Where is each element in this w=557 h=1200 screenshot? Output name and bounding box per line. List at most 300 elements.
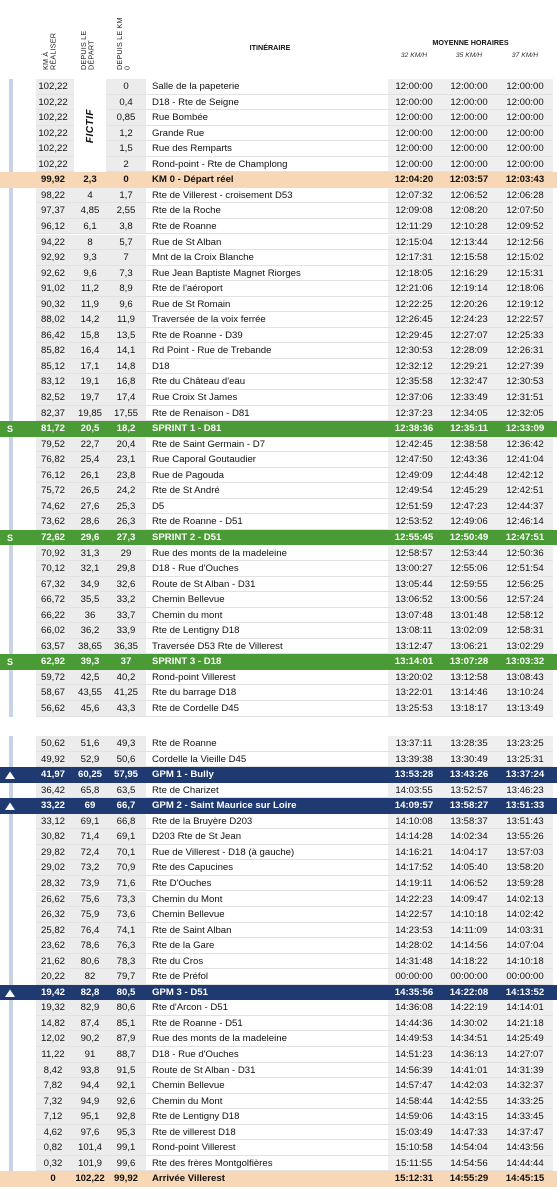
- itinerary-row: [0, 250, 557, 266]
- km-from-start-cell: 8: [87, 236, 93, 248]
- time-32-cell: 13:14:01: [394, 656, 434, 668]
- km-from-start-cell: 39,3: [80, 656, 100, 668]
- time-32-cell: 14:16:21: [395, 846, 433, 858]
- itinerary-row: [0, 219, 557, 235]
- table-header: [0, 0, 557, 74]
- km-from-start-cell: 87,4: [80, 1017, 100, 1029]
- time-32-cell: 14:22:57: [395, 909, 433, 921]
- km-from-zero-cell: 76,3: [116, 940, 136, 952]
- itinerary-row: [0, 390, 557, 406]
- route-point-cell: Mnt de la Croix Blanche: [152, 252, 254, 264]
- route-point-cell: Rue Croix St James: [152, 392, 238, 403]
- time-37-cell: 12:51:54: [506, 563, 544, 575]
- time-37-cell: 14:31:39: [506, 1064, 544, 1076]
- km-from-start-cell: 102,22: [75, 1173, 105, 1185]
- km-from-start-cell: 17,1: [80, 360, 100, 372]
- time-35-cell: 12:13:44: [450, 236, 488, 248]
- km-from-start-cell: 82,8: [80, 986, 100, 998]
- itinerary-row: [0, 437, 557, 453]
- time-32-cell: 12:00:00: [395, 81, 433, 92]
- time-37-cell: 13:13:49: [506, 703, 544, 714]
- km-from-zero-cell: 78,3: [116, 955, 136, 967]
- route-point-cell: KM 0 - Départ réel: [152, 174, 234, 186]
- km-remaining-cell: 23,62: [40, 940, 65, 952]
- km-from-start-cell: 6,1: [83, 220, 97, 232]
- route-point-cell: Rue Caporal Goutaudier: [152, 454, 256, 466]
- time-37-cell: 12:15:31: [506, 267, 544, 279]
- time-32-cell: 12:17:31: [395, 252, 433, 264]
- time-37-cell: 12:42:12: [506, 469, 544, 481]
- time-37-cell: 13:10:24: [506, 687, 544, 699]
- km-from-zero-cell: 87,9: [116, 1033, 136, 1045]
- route-point-cell: Rue de Villerest - D18 (à gauche): [152, 846, 295, 858]
- km-from-start-cell: 35,5: [80, 594, 100, 606]
- time-35-cell: 12:00:00: [450, 127, 488, 139]
- km-from-zero-cell: 92,8: [116, 1111, 136, 1123]
- time-37-cell: 13:37:24: [505, 769, 545, 781]
- time-32-cell: 12:49:09: [395, 469, 433, 481]
- km-remaining-cell: 66,22: [40, 609, 65, 621]
- km-from-start-cell: 19,1: [80, 376, 100, 388]
- itinerary-row: [0, 1000, 557, 1016]
- km-from-start-cell: 76,4: [80, 924, 100, 936]
- km-from-zero-cell: 70,9: [116, 862, 136, 874]
- km-from-zero-cell: 73,6: [116, 909, 136, 921]
- time-32-cell: 12:21:06: [395, 283, 433, 295]
- sprint-letter: S: [6, 657, 13, 668]
- km-from-start-cell: 80,6: [80, 955, 100, 967]
- itinerary-row: [0, 892, 557, 908]
- km-from-zero-cell: 49,3: [116, 738, 136, 749]
- route-point-cell: Rte de Roanne - D51: [152, 1017, 243, 1029]
- route-point-cell: SPRINT 1 - D81: [152, 423, 222, 435]
- time-35-cell: 13:58:37: [450, 815, 488, 827]
- km-from-zero-cell: 33,2: [116, 594, 136, 606]
- route-point-cell: Cordelle la Vieille D45: [152, 753, 247, 765]
- km-from-start-cell: 14,2: [80, 314, 100, 326]
- time-35-cell: 14:18:22: [450, 955, 488, 967]
- time-35-cell: 13:00:56: [450, 594, 488, 606]
- route-point-cell: Chemin du mont: [152, 609, 223, 621]
- route-point-cell: Rue des Remparts: [152, 143, 232, 155]
- itinerary-row: [0, 343, 557, 359]
- time-35-cell: 12:53:44: [450, 547, 488, 559]
- km-remaining-cell: 90,32: [40, 298, 65, 310]
- time-37-cell: 14:45:15: [505, 1173, 545, 1185]
- route-point-cell: Rte de la Gare: [152, 940, 215, 952]
- km-from-start-cell: 19,7: [80, 392, 100, 403]
- time-35-cell: 12:19:14: [450, 283, 488, 295]
- itinerary-row: [0, 577, 557, 593]
- itinerary-row: [0, 561, 557, 577]
- km-from-zero-cell: 71,6: [116, 877, 136, 889]
- km-from-start-cell: 42,5: [80, 671, 100, 683]
- time-32-cell: 12:55:45: [394, 531, 434, 543]
- km-from-zero-cell: 63,5: [116, 784, 136, 796]
- route-point-cell: Chemin du Mont: [152, 1095, 223, 1107]
- km-from-zero-cell: 1,7: [119, 189, 133, 201]
- time-35-cell: 14:36:13: [450, 1049, 488, 1060]
- time-37-cell: 12:31:51: [506, 392, 544, 403]
- km-from-start-cell: 45,6: [80, 703, 100, 714]
- time-35-cell: 13:30:49: [450, 753, 488, 765]
- time-37-cell: 14:33:25: [506, 1095, 544, 1107]
- time-32-cell: 13:25:53: [395, 703, 433, 714]
- itinerary-row: [0, 814, 557, 830]
- route-point-cell: Rte de Cordelle D45: [152, 703, 239, 714]
- km-from-zero-cell: 5,7: [119, 236, 133, 248]
- time-35-cell: 12:47:23: [450, 500, 488, 512]
- route-point-cell: Rte du barrage D18: [152, 687, 237, 699]
- time-35-cell: 12:10:28: [450, 220, 488, 232]
- km-remaining-cell: 81,72: [40, 423, 65, 435]
- km-from-zero-cell: 66,7: [116, 800, 136, 812]
- route-point-cell: Rue de St Alban: [152, 236, 222, 248]
- time-32-cell: 12:04:20: [394, 174, 434, 186]
- km-remaining-cell: 99,92: [40, 174, 65, 186]
- itinerary-row: [0, 452, 557, 468]
- route-point-cell: D18: [152, 360, 170, 372]
- time-35-cell: 14:43:15: [450, 1111, 488, 1123]
- km-remaining-cell: 56,62: [40, 703, 65, 714]
- header-speed-32: 32 KM/H: [400, 52, 428, 59]
- sprint-circle-icon: [3, 422, 17, 436]
- time-35-cell: 14:42:55: [450, 1095, 488, 1107]
- time-32-cell: 13:53:28: [394, 769, 434, 781]
- route-point-cell: Rte d'Arcon - D51: [152, 1002, 228, 1014]
- km-from-zero-cell: 7,3: [119, 267, 133, 279]
- km-from-zero-cell: 50,6: [116, 753, 136, 765]
- route-point-cell: D18 - Rte de Seigne: [152, 96, 239, 108]
- time-37-cell: 14:13:52: [505, 986, 545, 998]
- time-32-cell: 12:49:54: [395, 485, 433, 497]
- itinerary-row: [0, 670, 557, 686]
- km-from-zero-cell: 3,8: [119, 220, 133, 232]
- route-point-cell: Rte de villerest D18: [152, 1126, 236, 1138]
- time-32-cell: 12:32:12: [395, 360, 433, 372]
- km-from-start-cell: 73,9: [80, 877, 100, 889]
- time-37-cell: 12:50:36: [506, 547, 544, 559]
- route-point-cell: Rte de la Roche: [152, 205, 221, 217]
- km-from-zero-cell: 29: [120, 547, 132, 559]
- km-remaining-cell: 58,67: [40, 687, 65, 699]
- km-remaining-cell: 28,32: [40, 877, 65, 889]
- km-remaining-cell: 102,22: [38, 127, 68, 139]
- km-remaining-cell: 63,57: [40, 640, 65, 652]
- itinerary-row: [0, 736, 557, 752]
- time-32-cell: 12:30:53: [395, 345, 433, 357]
- time-35-cell: 12:28:09: [450, 345, 488, 357]
- km-from-zero-cell: 26,3: [116, 516, 136, 528]
- km-remaining-cell: 102,22: [38, 112, 68, 124]
- time-32-cell: 14:56:39: [395, 1064, 433, 1076]
- km-from-start-cell: 26,5: [80, 485, 100, 497]
- time-35-cell: 12:33:49: [450, 392, 488, 403]
- time-37-cell: 12:56:25: [506, 578, 544, 590]
- itinerary-row: [0, 876, 557, 892]
- route-point-cell: Arrivée Villerest: [152, 1173, 225, 1185]
- time-32-cell: 14:36:08: [395, 1002, 433, 1014]
- km-from-start-cell: 90,2: [80, 1033, 100, 1045]
- time-35-cell: 13:52:57: [450, 784, 488, 796]
- time-35-cell: 13:18:17: [450, 703, 488, 714]
- km-remaining-cell: 19,32: [40, 1002, 65, 1014]
- route-point-cell: Salle de la papeterie: [152, 81, 240, 92]
- itinerary-row: [0, 623, 557, 639]
- route-point-cell: GPM 1 - Bully: [152, 769, 214, 781]
- route-point-cell: Rue de Pagouda: [152, 469, 225, 481]
- time-37-cell: 12:27:39: [506, 360, 544, 372]
- km-remaining-cell: 11,22: [41, 1049, 65, 1060]
- time-32-cell: 13:22:01: [395, 687, 433, 699]
- km-from-zero-cell: 0,85: [116, 112, 136, 124]
- route-point-cell: Rte des Capucines: [152, 862, 234, 874]
- km-from-zero-cell: 66,8: [116, 815, 136, 827]
- km-from-start-cell: 27,6: [80, 500, 100, 512]
- route-point-cell: Rte de Roanne - D39: [152, 329, 243, 341]
- header-speed-37: 37 KM/H: [511, 52, 539, 59]
- itinerary-row: [0, 1016, 557, 1032]
- km-from-zero-cell: 92,6: [116, 1095, 136, 1107]
- km-remaining-cell: 83,12: [40, 376, 65, 388]
- time-37-cell: 12:00:00: [506, 127, 544, 139]
- km-from-start-cell: 20,5: [80, 423, 100, 435]
- itinerary-row: [0, 1047, 557, 1063]
- time-37-cell: 12:36:42: [506, 438, 544, 450]
- time-37-cell: 12:26:31: [506, 345, 544, 357]
- time-37-cell: 13:02:29: [506, 640, 544, 652]
- route-point-cell: D5: [152, 500, 165, 512]
- km-remaining-cell: 92,92: [40, 252, 65, 264]
- km-remaining-cell: 88,02: [40, 314, 65, 326]
- km-from-zero-cell: 8,9: [119, 283, 133, 295]
- time-35-cell: 12:00:00: [450, 158, 488, 170]
- itinerary-row: [0, 514, 557, 530]
- route-point-cell: Rue Bombée: [152, 112, 208, 124]
- km-from-zero-cell: 57,95: [113, 769, 138, 781]
- km-from-zero-cell: 92,1: [116, 1080, 136, 1092]
- km-from-zero-cell: 24,2: [116, 485, 136, 497]
- km-from-zero-cell: 17,55: [113, 407, 138, 419]
- header-depuis-km0: DEPUIS LE KM 0: [115, 17, 132, 70]
- fictif-label: FICTIF: [84, 108, 96, 143]
- time-37-cell: 12:41:04: [506, 454, 544, 466]
- km-remaining-cell: 29,82: [40, 846, 65, 858]
- time-35-cell: 14:34:51: [450, 1033, 488, 1045]
- itinerary-row: [0, 1031, 557, 1047]
- itinerary-row: [0, 1125, 557, 1141]
- time-35-cell: 12:49:06: [450, 516, 488, 528]
- time-37-cell: 14:10:18: [506, 955, 544, 967]
- km-remaining-cell: 7,82: [43, 1080, 63, 1092]
- km-remaining-cell: 97,37: [40, 205, 65, 217]
- km-from-zero-cell: 70,1: [116, 846, 136, 858]
- km-remaining-cell: 96,12: [40, 220, 65, 232]
- fictif-label-block: [74, 79, 106, 172]
- time-32-cell: 14:59:06: [395, 1111, 433, 1123]
- km-from-start-cell: 43,55: [77, 687, 102, 699]
- itinerary-row: [0, 406, 557, 422]
- km-remaining-cell: 91,02: [40, 283, 65, 295]
- time-32-cell: 14:58:44: [395, 1095, 433, 1107]
- itinerary-gpm-row: [0, 767, 557, 783]
- time-35-cell: 13:07:28: [449, 656, 489, 668]
- km-remaining-cell: 66,02: [40, 625, 65, 637]
- km-from-zero-cell: 23,8: [116, 469, 136, 481]
- km-from-start-cell: 94,4: [80, 1080, 100, 1092]
- time-37-cell: 14:27:07: [506, 1049, 544, 1060]
- time-32-cell: 12:07:32: [395, 189, 433, 201]
- itinerary-row: [0, 312, 557, 328]
- km-from-zero-cell: 20,4: [116, 438, 136, 450]
- time-37-cell: 12:44:37: [506, 500, 544, 512]
- time-35-cell: 12:00:00: [450, 96, 488, 108]
- km-from-start-cell: 72,4: [80, 846, 100, 858]
- time-32-cell: 14:57:47: [395, 1080, 433, 1092]
- time-37-cell: 13:03:32: [505, 656, 545, 668]
- km-remaining-cell: 0,32: [43, 1157, 63, 1169]
- time-35-cell: 14:55:29: [449, 1173, 489, 1185]
- km-from-zero-cell: 0: [123, 174, 129, 186]
- time-37-cell: 12:30:53: [506, 376, 544, 388]
- time-32-cell: 00:00:00: [395, 971, 433, 983]
- itinerary-row: [0, 359, 557, 375]
- time-32-cell: 13:06:52: [395, 594, 433, 606]
- time-37-cell: 12:00:00: [506, 158, 544, 170]
- km-from-zero-cell: 1,5: [119, 143, 133, 155]
- km-remaining-cell: 94,22: [40, 236, 65, 248]
- km-remaining-cell: 70,92: [40, 547, 65, 559]
- time-37-cell: 12:15:02: [506, 252, 544, 264]
- time-35-cell: 00:00:00: [450, 971, 488, 983]
- route-point-cell: Chemin du Mont: [152, 893, 223, 905]
- km-from-start-cell: 65,8: [80, 784, 100, 796]
- itinerary-row: [0, 1078, 557, 1094]
- time-35-cell: 12:27:07: [450, 329, 488, 341]
- time-37-cell: 14:37:47: [506, 1126, 544, 1138]
- itinerary-row: [0, 752, 557, 768]
- time-37-cell: 12:00:00: [506, 81, 544, 92]
- km-from-start-cell: 69: [84, 800, 96, 812]
- time-37-cell: 12:19:12: [506, 298, 544, 310]
- itinerary-row: [0, 969, 557, 985]
- km-from-zero-cell: 99,92: [113, 1173, 138, 1185]
- km-from-zero-cell: 41,25: [113, 687, 138, 699]
- km-from-start-cell: 4: [87, 189, 93, 201]
- time-35-cell: 14:06:52: [450, 877, 488, 889]
- km-from-zero-cell: 80,5: [116, 986, 136, 998]
- route-point-cell: Rte de Renaison - D81: [152, 407, 250, 419]
- time-37-cell: 12:22:57: [506, 314, 544, 326]
- time-32-cell: 14:44:36: [395, 1017, 433, 1029]
- km-from-start-cell: 28,6: [80, 516, 100, 528]
- route-point-cell: Rue de St Romain: [152, 298, 231, 310]
- time-37-cell: 14:32:37: [506, 1080, 544, 1092]
- km-from-zero-cell: 14,1: [116, 345, 136, 357]
- sprint-letter: S: [6, 532, 13, 543]
- itinerary-row: [0, 266, 557, 282]
- time-37-cell: 13:58:20: [506, 862, 544, 874]
- km-from-start-cell: 95,1: [80, 1111, 100, 1123]
- route-point-cell: Rond-point Villerest: [152, 1142, 236, 1154]
- km-from-start-cell: 52,9: [80, 753, 100, 765]
- route-point-cell: SPRINT 2 - D51: [152, 531, 222, 543]
- time-37-cell: 12:25:33: [506, 329, 544, 341]
- route-point-cell: Chemin Bellevue: [152, 594, 225, 606]
- km-remaining-cell: 67,32: [40, 578, 65, 590]
- km-from-start-cell: 19,85: [77, 407, 102, 419]
- time-32-cell: 12:15:04: [395, 236, 433, 248]
- km-remaining-cell: 76,12: [40, 469, 65, 481]
- itinerary-start-row: [0, 172, 557, 188]
- route-point-cell: GPM 2 - Saint Maurice sur Loire: [152, 800, 297, 812]
- km-from-zero-cell: 74,1: [116, 924, 136, 936]
- km-from-start-cell: 22,7: [80, 438, 100, 450]
- itinerary-gpm-row: [0, 985, 557, 1001]
- route-point-cell: Rte du Cros: [152, 955, 204, 967]
- itinerary-row: [0, 592, 557, 608]
- time-32-cell: 12:00:00: [395, 143, 433, 155]
- time-32-cell: 12:00:00: [395, 158, 433, 170]
- time-37-cell: 14:44:44: [506, 1157, 544, 1169]
- time-37-cell: 13:55:26: [506, 831, 544, 843]
- time-35-cell: 12:00:00: [450, 112, 488, 124]
- route-point-cell: D203 Rte de St Jean: [152, 831, 242, 843]
- route-point-cell: Route de St Alban - D31: [152, 578, 256, 590]
- itinerary-sprint-row: [0, 530, 557, 546]
- route-point-cell: Chemin Bellevue: [152, 909, 225, 921]
- time-32-cell: 14:10:08: [395, 815, 433, 827]
- km-remaining-cell: 4,62: [43, 1126, 63, 1138]
- time-35-cell: 12:43:36: [450, 454, 488, 466]
- km-from-start-cell: 73,2: [80, 862, 100, 874]
- time-35-cell: 12:35:11: [450, 423, 488, 435]
- km-from-zero-cell: 2,55: [116, 205, 136, 217]
- time-35-cell: 12:16:29: [450, 267, 488, 279]
- time-32-cell: 14:14:28: [395, 831, 433, 843]
- km-from-zero-cell: 11,9: [117, 314, 135, 326]
- km-from-start-cell: 71,4: [80, 831, 100, 843]
- km-from-zero-cell: 32,6: [116, 578, 136, 590]
- km-from-start-cell: 11,2: [81, 283, 99, 295]
- itinerary-row: [0, 1156, 557, 1172]
- km-remaining-cell: 0,82: [43, 1142, 63, 1154]
- time-32-cell: 13:07:48: [395, 609, 433, 621]
- route-point-cell: Rond-point - Rte de Champlong: [152, 158, 288, 170]
- time-32-cell: 14:35:56: [394, 986, 434, 998]
- header-depuis-depart: DEPUIS LE DÉPART: [79, 30, 96, 70]
- time-32-cell: 12:00:00: [395, 96, 433, 108]
- time-32-cell: 14:09:57: [394, 800, 434, 812]
- time-35-cell: 12:38:58: [450, 438, 488, 450]
- km-remaining-cell: 8,42: [43, 1064, 63, 1076]
- route-point-cell: Rte de Préfol: [152, 971, 208, 983]
- time-35-cell: 12:24:23: [450, 314, 488, 326]
- time-35-cell: 12:15:58: [450, 252, 488, 264]
- km-from-zero-cell: 1,2: [119, 127, 133, 139]
- time-32-cell: 13:08:11: [395, 625, 433, 637]
- time-37-cell: 13:51:33: [505, 800, 545, 812]
- time-32-cell: 12:22:25: [395, 298, 433, 310]
- time-35-cell: 12:00:00: [450, 81, 488, 92]
- km-remaining-cell: 102,22: [38, 96, 68, 108]
- itinerary-row: [0, 235, 557, 251]
- km-from-zero-cell: 29,8: [116, 563, 136, 575]
- time-35-cell: 13:01:48: [450, 609, 488, 621]
- itinerary-row: [0, 546, 557, 562]
- km-remaining-cell: 7,32: [43, 1095, 63, 1107]
- sprint-circle-icon: [3, 531, 17, 545]
